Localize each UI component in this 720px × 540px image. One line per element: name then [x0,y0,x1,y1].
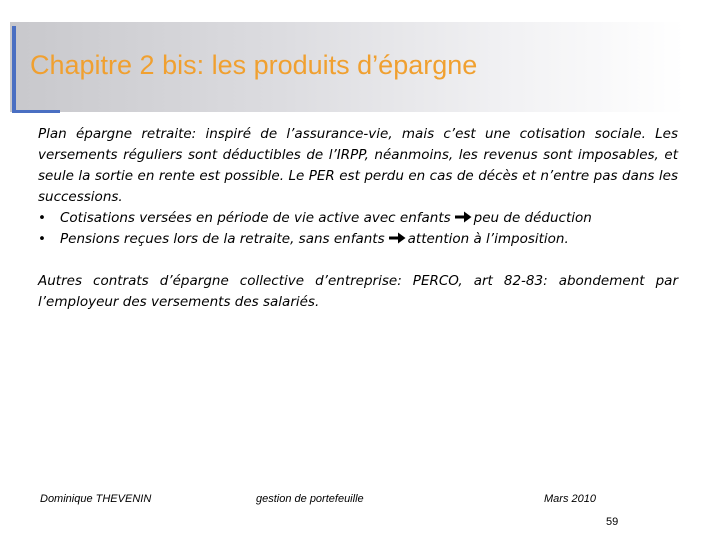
bullet-item [38,208,678,229]
bullet-marker: • [38,210,46,226]
footer-author: Dominique THEVENIN [40,493,152,505]
closing-paragraph: Autres contrats d’épargne collective d’entreprise: PERCO, art 82-83: abondement par l’employeur des versements des salariés. [38,273,678,310]
page-number: 59 [606,516,619,528]
footer-date: Mars 2010 [544,493,596,505]
right-arrow-icon [389,232,406,244]
bullet-consequence: peu de déduction [473,210,592,226]
title-accent-underline [12,110,60,113]
slide-body [38,124,678,313]
bullet-marker: • [38,231,46,247]
bullet-condition: Cotisations versées en période de vie active avec enfants [60,210,451,226]
right-arrow-icon [455,211,472,223]
bullet-condition: Pensions reçues lors de la retraite, sans enfants [60,231,385,247]
footer-subject: gestion de portefeuille [256,493,364,505]
bullet-list [38,208,678,250]
slide-title: Chapitre 2 bis: les produits d’épargne [30,50,478,80]
bullet-item [38,229,678,250]
title-accent-bar [12,26,16,112]
bullet-text [60,229,569,250]
paragraph-spacer [38,250,678,271]
intro-paragraph: Plan épargne retraite: inspiré de l’assurance-vie, mais c’est une cotisation sociale. Les versements réguliers sont déductibles de l’IRPP, néanmoins, les revenus sont imposables, et seule la sortie en rente est possible. Le PER est perdu en cas de décès et n’entre pas dans les successions. [38,126,678,205]
bullet-consequence: attention à l’imposition. [407,231,569,247]
bullet-text [60,208,592,229]
